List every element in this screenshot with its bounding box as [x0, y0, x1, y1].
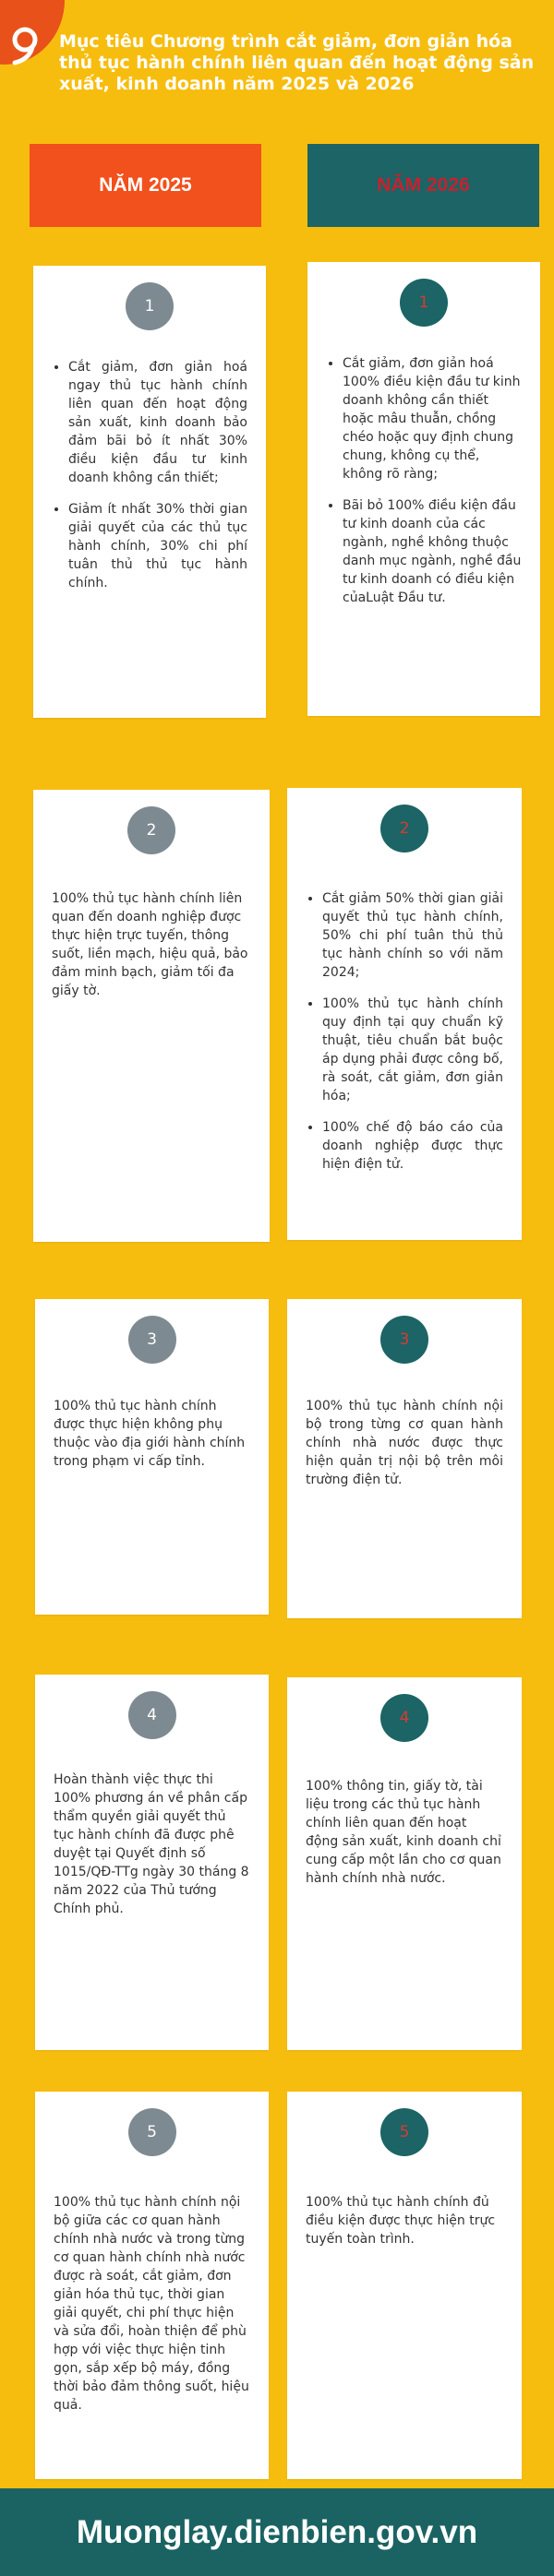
step-number-badge: 2 — [127, 806, 175, 854]
step-number-badge: 1 — [126, 282, 174, 330]
card-text: 100% thủ tục hành chính nội bộ trong từng cơ quan hành chính nhà nước được thực hiện quản trị nội bộ trên môi trường điện tử. — [306, 1399, 503, 1487]
bullet-list — [52, 358, 247, 592]
step-number-badge: 5 — [380, 2108, 428, 2156]
card-2026-1 — [307, 262, 540, 716]
card-content — [52, 358, 247, 605]
card-2026-4 — [287, 1677, 522, 2050]
card-2025-1 — [33, 266, 266, 718]
list-item: • Cắt giảm 50% thời gian giải quyết thủ tục hành chính, 50% chi phí tuân thủ thủ tục hành chính so với năm 2024; — [322, 889, 503, 982]
card-text: Hoàn thành việc thực thi 100% phương án về phân cấp thẩm quyền giải quyết thủ tục hành chính đã được phê duyệt tại Quyết định số 1015/QĐ-TTg ngày 30 tháng 8 năm 2022 của Thủ tướng Chính phủ. — [54, 1772, 249, 1916]
list-item: • Cắt giảm, đơn giản hoá 100% điều kiện đầu tư kinh doanh không cần thiết hoặc mâu thuẫn, chồng chéo hoặc quy định chung chung, không cụ thể, không rõ ràng; — [343, 354, 522, 483]
bullet-list — [326, 354, 522, 607]
card-2025-4 — [35, 1675, 269, 2050]
card-2025-3 — [35, 1299, 269, 1615]
card-2026-3 — [287, 1299, 522, 1618]
step-number-badge: 3 — [380, 1316, 428, 1364]
card-2025-2 — [33, 790, 270, 1242]
card-2026-2 — [287, 788, 522, 1240]
step-number-badge: 1 — [400, 279, 448, 327]
list-item: • Bãi bỏ 100% điều kiện đầu tư kinh doanh của các ngành, nghề không thuộc danh mục ngành, nghề đầu tư kinh doanh có điều kiện củaLuật Đầu tư. — [343, 496, 522, 607]
card-2025-5 — [35, 2092, 269, 2479]
step-number-badge: 2 — [380, 805, 428, 853]
card-content — [54, 1397, 250, 1471]
swirl-logo-icon — [4, 24, 46, 66]
year-2026-header: NĂM 2026 — [307, 144, 539, 227]
card-content — [54, 1771, 250, 1918]
card-content — [306, 889, 503, 1187]
bullet-list — [306, 889, 503, 1174]
card-content — [306, 1397, 503, 1489]
card-content — [326, 354, 522, 620]
list-item: • 100% thủ tục hành chính quy định tại quy chuẩn kỹ thuật, tiêu chuẩn bắt buộc áp dụng phải được công bố, rà soát, cắt giảm, đơn giản hóa; — [322, 995, 503, 1105]
card-text: 100% thủ tục hành chính liên quan đến doanh nghiệp được thực hiện trực tuyến, thông suốt, liền mạch, hiệu quả, bảo đảm minh bạch, giảm tối đa giấy tờ. — [52, 891, 248, 998]
list-item: • 100% chế độ báo cáo của doanh nghiệp được thực hiện điện tử. — [322, 1118, 503, 1174]
card-text: 100% thủ tục hành chính được thực hiện không phụ thuộc vào địa giới hành chính trong phạm vi cấp tỉnh. — [54, 1399, 246, 1469]
card-text: 100% thủ tục hành chính nội bộ giữa các cơ quan hành chính nhà nước và trong từng cơ quan hành chính nhà nước được rà soát, cắt giảm, đơn giản hóa thủ tục, thời gian giải quyết, chi phí thực hiện và sửa đổi, hoàn thiện để phù hợp với việc thực hiện tinh gọn, sắp xếp bộ máy, đồng thời bảo đảm thông suốt, hiệu quả. — [54, 2195, 249, 2413]
card-text: 100% thủ tục hành chính đủ điều kiện được thực hiện trực tuyến toàn trình. — [306, 2195, 496, 2247]
step-number-badge: 5 — [128, 2108, 176, 2156]
card-2026-5 — [287, 2092, 522, 2479]
card-content — [306, 1777, 503, 1888]
card-text: 100% thông tin, giấy tờ, tài liệu trong các thủ tục hành chính liên quan đến hoạt động sản xuất, kinh doanh chỉ cung cấp một lần cho cơ quan hành chính nhà nước. — [306, 1779, 501, 1886]
card-content — [52, 889, 251, 1000]
page-title: Mục tiêu Chương trình cắt giảm, đơn giản hóa thủ tục hành chính liên quan đến hoạt động sản xuất, kinh doanh năm 2025 và 2026 — [59, 31, 535, 94]
step-number-badge: 4 — [128, 1691, 176, 1739]
step-number-badge: 3 — [128, 1316, 176, 1364]
website-footer: Muonglay.dienbien.gov.vn — [0, 2488, 554, 2576]
card-content — [306, 2193, 503, 2248]
list-item: • Cắt giảm, đơn giản hoá ngay thủ tục hành chính liên quan đến hoạt động sản xuất, kinh doanh bảo đảm bãi bỏ ít nhất 30% điều kiện đầu tư kinh doanh không cần thiết; — [68, 358, 247, 487]
step-number-badge: 4 — [380, 1694, 428, 1742]
list-item: • Giảm ít nhất 30% thời gian giải quyết của các thủ tục hành chính, 30% chi phí tuân thủ thủ tục hành chính. — [68, 500, 247, 592]
card-content — [54, 2193, 250, 2415]
year-2025-header: NĂM 2025 — [30, 144, 261, 227]
